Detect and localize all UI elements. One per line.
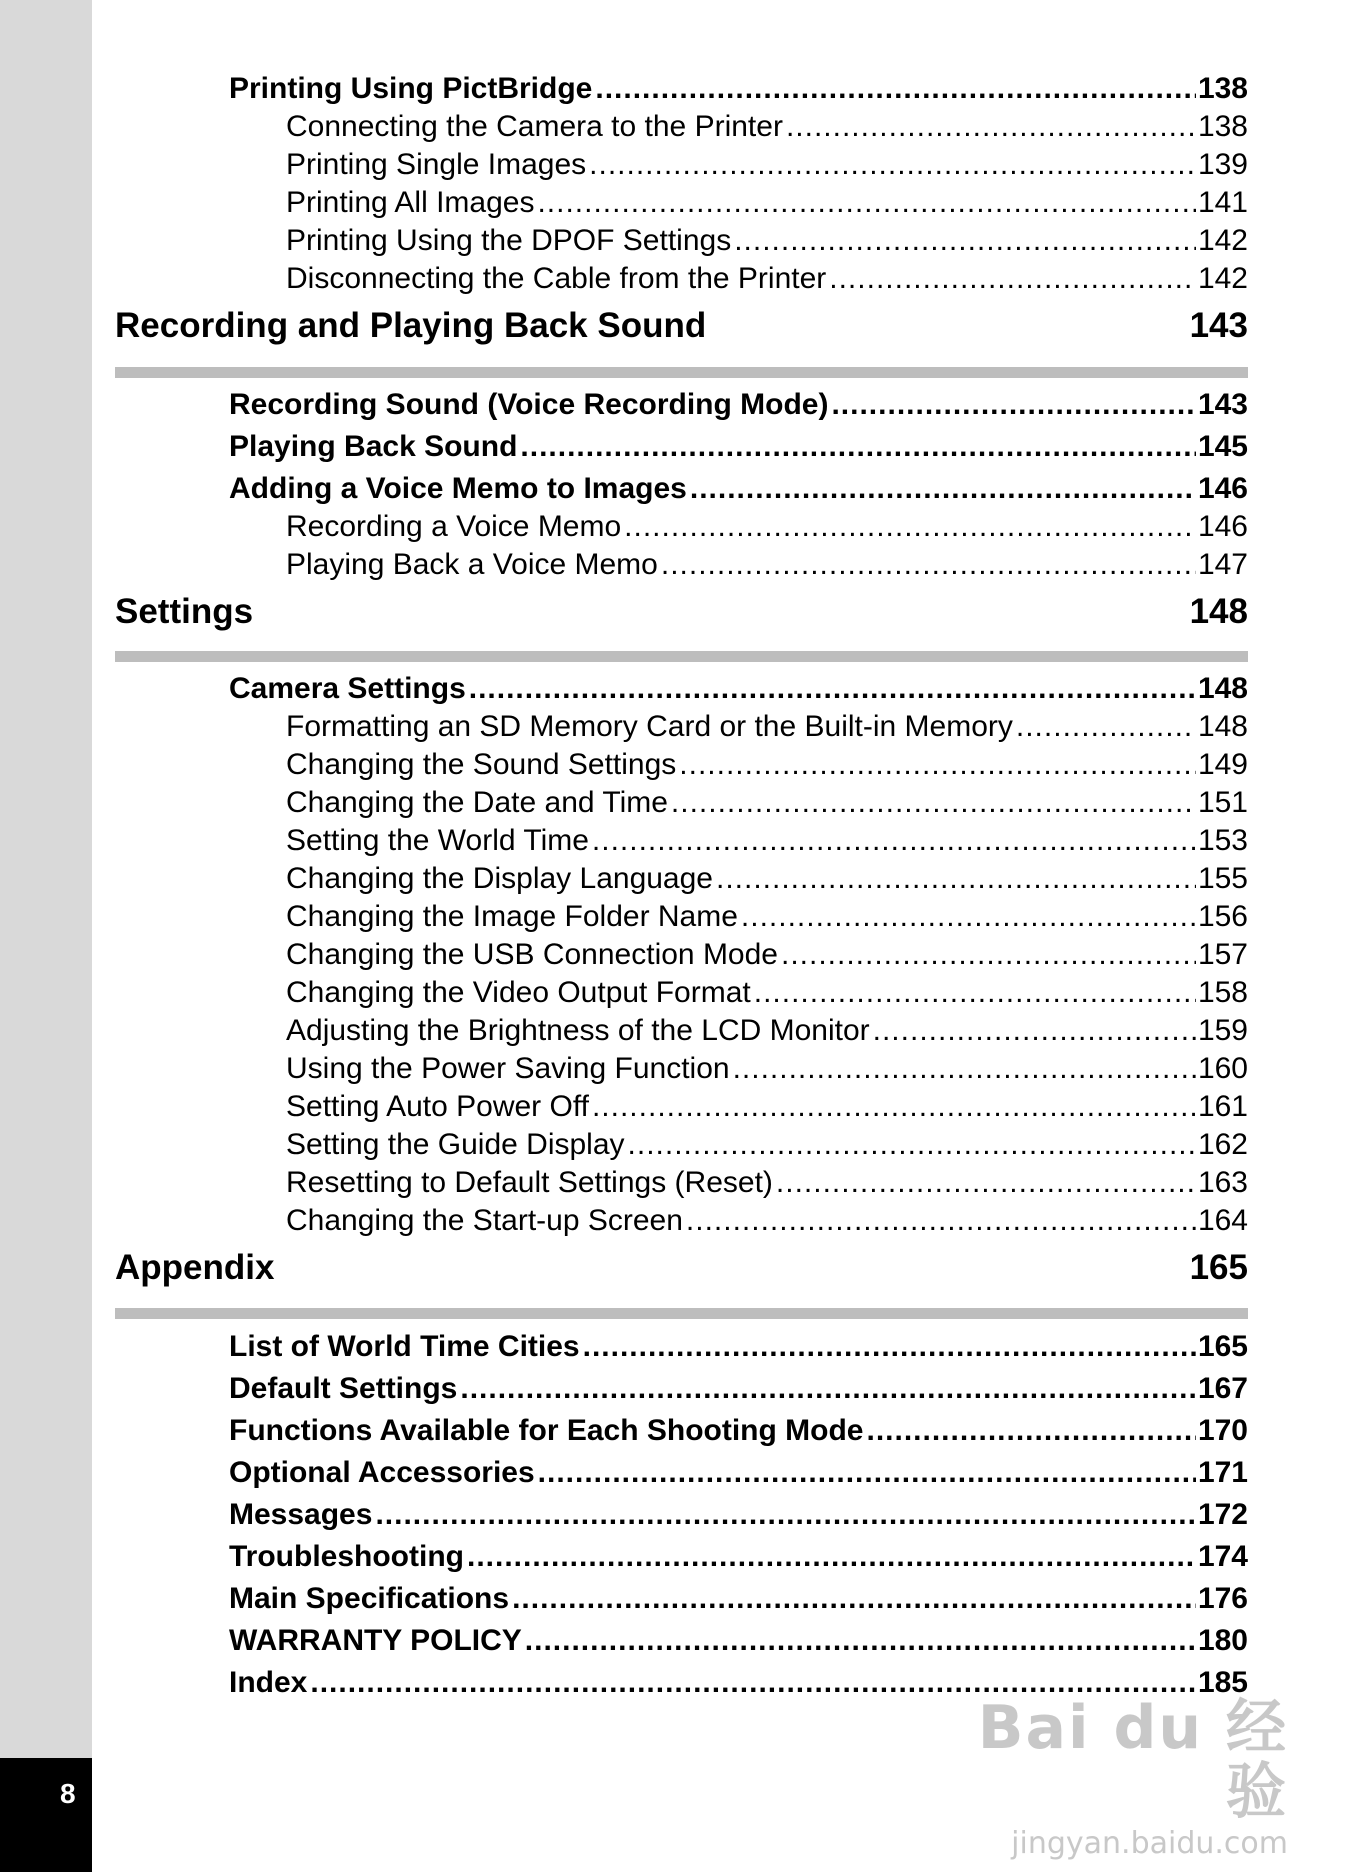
section-divider bbox=[115, 367, 1248, 378]
toc-entry-page: 170 bbox=[1197, 1414, 1248, 1447]
toc-subentry[interactable] bbox=[286, 824, 1248, 858]
dot-leader bbox=[661, 548, 1196, 582]
toc-subentry[interactable] bbox=[286, 510, 1248, 544]
page-number: 8 bbox=[60, 1778, 76, 1809]
toc-subentry-page: 141 bbox=[1197, 186, 1248, 219]
toc-subentry[interactable] bbox=[286, 710, 1248, 744]
toc-entry[interactable] bbox=[229, 1372, 1248, 1406]
dot-leader bbox=[873, 1014, 1196, 1048]
toc-entry-title: Playing Back Sound bbox=[229, 430, 518, 463]
dot-leader bbox=[595, 72, 1196, 106]
toc-subentry[interactable] bbox=[286, 1090, 1248, 1124]
toc-entry-title: Troubleshooting bbox=[229, 1540, 464, 1573]
toc-subentry-title: Setting the Guide Display bbox=[286, 1128, 625, 1161]
toc-entry[interactable] bbox=[229, 388, 1248, 422]
toc-entry-title: Recording Sound (Voice Recording Mode) bbox=[229, 388, 829, 421]
toc-entry-page: 138 bbox=[1197, 72, 1248, 105]
toc-subentry[interactable] bbox=[286, 748, 1248, 782]
toc-subentry-title: Connecting the Camera to the Printer bbox=[286, 110, 783, 143]
toc-entry[interactable] bbox=[229, 1540, 1248, 1574]
dot-leader bbox=[375, 1498, 1196, 1532]
toc-entry-title: Index bbox=[229, 1666, 308, 1699]
toc-subentry[interactable] bbox=[286, 1128, 1248, 1162]
toc-entry[interactable] bbox=[229, 1624, 1248, 1658]
toc-subentry-page: 142 bbox=[1197, 262, 1248, 295]
toc-subentry-title: Changing the Sound Settings bbox=[286, 748, 677, 781]
toc-subentry-title: Using the Power Saving Function bbox=[286, 1052, 730, 1085]
toc-subentry-title: Formatting an SD Memory Card or the Built-in Memory bbox=[286, 710, 1013, 743]
toc-subentry-page: 160 bbox=[1197, 1052, 1248, 1085]
toc-subentry[interactable] bbox=[286, 224, 1248, 258]
toc-entry[interactable] bbox=[229, 1330, 1248, 1364]
toc-subentry[interactable] bbox=[286, 1166, 1248, 1200]
toc-subentry-title: Playing Back a Voice Memo bbox=[286, 548, 658, 581]
dot-leader bbox=[671, 786, 1196, 820]
toc-subentry-page: 148 bbox=[1197, 710, 1248, 743]
toc-entry-title: List of World Time Cities bbox=[229, 1330, 580, 1363]
dot-leader bbox=[831, 388, 1195, 422]
toc-subentry[interactable] bbox=[286, 786, 1248, 820]
dot-leader bbox=[538, 1456, 1196, 1490]
dot-leader bbox=[460, 1372, 1196, 1406]
watermark-url: jingyan.baidu.com bbox=[1011, 1826, 1288, 1861]
toc-entry-title: Messages bbox=[229, 1498, 373, 1531]
toc-entry-page: 180 bbox=[1197, 1624, 1248, 1657]
toc-subentry[interactable] bbox=[286, 148, 1248, 182]
toc-entry-page: 185 bbox=[1197, 1666, 1248, 1699]
dot-leader bbox=[520, 430, 1196, 464]
toc-subentry[interactable] bbox=[286, 900, 1248, 934]
toc-entry-page: 145 bbox=[1197, 430, 1248, 463]
dot-leader bbox=[776, 1166, 1196, 1200]
toc-entry-title: Optional Accessories bbox=[229, 1456, 535, 1489]
dot-leader bbox=[734, 224, 1196, 258]
toc-entry-page: 165 bbox=[1197, 1330, 1248, 1363]
toc-subentry[interactable] bbox=[286, 1052, 1248, 1086]
watermark-logo: Bai du 经验 bbox=[977, 1693, 1288, 1827]
toc-entry-title: WARRANTY POLICY bbox=[229, 1624, 522, 1657]
section-title: Settings bbox=[115, 592, 254, 631]
toc-subentry[interactable] bbox=[286, 976, 1248, 1010]
toc-entry[interactable] bbox=[229, 430, 1248, 464]
baidu-watermark bbox=[958, 1693, 1288, 1861]
toc-subentry-title: Printing Single Images bbox=[286, 148, 587, 181]
toc-subentry-title: Resetting to Default Settings (Reset) bbox=[286, 1166, 773, 1199]
toc-entry[interactable] bbox=[229, 1456, 1248, 1490]
toc-entry-title: Camera Settings bbox=[229, 672, 466, 705]
dot-leader bbox=[781, 938, 1196, 972]
toc-subentry-page: 151 bbox=[1197, 786, 1248, 819]
toc-subentry[interactable] bbox=[286, 186, 1248, 220]
toc-subentry-page: 163 bbox=[1197, 1166, 1248, 1199]
section-page: 165 bbox=[1189, 1248, 1248, 1287]
dot-leader bbox=[512, 1582, 1196, 1616]
dot-leader bbox=[624, 510, 1196, 544]
dot-leader bbox=[786, 110, 1196, 144]
toc-subentry-page: 153 bbox=[1197, 824, 1248, 857]
toc-entry[interactable] bbox=[229, 72, 1248, 106]
dot-leader bbox=[741, 900, 1196, 934]
toc-entry[interactable] bbox=[229, 672, 1248, 706]
toc-subentry-title: Disconnecting the Cable from the Printer bbox=[286, 262, 827, 295]
section-title: Recording and Playing Back Sound bbox=[115, 306, 707, 345]
dot-leader bbox=[1016, 710, 1196, 744]
toc-subentry-title: Adjusting the Brightness of the LCD Monitor bbox=[286, 1014, 870, 1047]
toc-subentry[interactable] bbox=[286, 548, 1248, 582]
toc-subentry-title: Changing the Video Output Format bbox=[286, 976, 751, 1009]
dot-leader bbox=[829, 262, 1196, 296]
dot-leader bbox=[754, 976, 1196, 1010]
page-number-tab bbox=[0, 1758, 92, 1872]
toc-entry-page: 146 bbox=[1197, 472, 1248, 505]
toc-entry-page: 171 bbox=[1197, 1456, 1248, 1489]
toc-subentry[interactable] bbox=[286, 862, 1248, 896]
toc-entry[interactable] bbox=[229, 1498, 1248, 1532]
toc-subentry-page: 139 bbox=[1197, 148, 1248, 181]
toc-entry-page: 143 bbox=[1197, 388, 1248, 421]
section-divider bbox=[115, 1308, 1248, 1319]
section-divider bbox=[115, 651, 1248, 662]
dot-leader bbox=[733, 1052, 1196, 1086]
toc-subentry-title: Changing the Display Language bbox=[286, 862, 713, 895]
section-heading-settings[interactable] bbox=[115, 592, 1248, 632]
toc-subentry-page: 157 bbox=[1197, 938, 1248, 971]
toc-entry[interactable] bbox=[229, 472, 1248, 506]
toc-entry-page: 148 bbox=[1197, 672, 1248, 705]
dot-leader bbox=[583, 1330, 1196, 1364]
toc-subentry-title: Recording a Voice Memo bbox=[286, 510, 622, 543]
toc-entry-title: Default Settings bbox=[229, 1372, 458, 1405]
toc-entry-page: 176 bbox=[1197, 1582, 1248, 1615]
dot-leader bbox=[589, 148, 1196, 182]
section-heading-sound[interactable] bbox=[115, 306, 1248, 346]
dot-leader bbox=[690, 472, 1196, 506]
toc-subentry[interactable] bbox=[286, 262, 1248, 296]
toc-subentry[interactable] bbox=[286, 938, 1248, 972]
page-sidebar-band bbox=[0, 0, 92, 1872]
dot-leader bbox=[716, 862, 1196, 896]
toc-entry[interactable] bbox=[229, 1582, 1248, 1616]
toc-subentry-page: 162 bbox=[1197, 1128, 1248, 1161]
toc-entry-page: 167 bbox=[1197, 1372, 1248, 1405]
section-title: Appendix bbox=[115, 1248, 275, 1287]
section-heading-appendix[interactable] bbox=[115, 1248, 1248, 1288]
dot-leader bbox=[592, 1090, 1196, 1124]
toc-subentry-title: Changing the USB Connection Mode bbox=[286, 938, 778, 971]
toc-subentry-page: 147 bbox=[1197, 548, 1248, 581]
toc-subentry-title: Printing All Images bbox=[286, 186, 535, 219]
toc-entry[interactable] bbox=[229, 1414, 1248, 1448]
toc-entry-title: Printing Using PictBridge bbox=[229, 72, 593, 105]
toc-subentry[interactable] bbox=[286, 1204, 1248, 1238]
toc-subentry-page: 155 bbox=[1197, 862, 1248, 895]
dot-leader bbox=[525, 1624, 1196, 1658]
toc-entry-page: 172 bbox=[1197, 1498, 1248, 1531]
toc-subentry-title: Changing the Date and Time bbox=[286, 786, 668, 819]
toc-subentry-title: Setting Auto Power Off bbox=[286, 1090, 589, 1123]
dot-leader bbox=[686, 1204, 1196, 1238]
toc-subentry-title: Changing the Start-up Screen bbox=[286, 1204, 683, 1237]
section-page: 148 bbox=[1189, 592, 1248, 631]
toc-entry-title: Adding a Voice Memo to Images bbox=[229, 472, 687, 505]
toc-subentry-page: 156 bbox=[1197, 900, 1248, 933]
dot-leader bbox=[592, 824, 1196, 858]
dot-leader bbox=[467, 1540, 1196, 1574]
toc-entry-title: Main Specifications bbox=[229, 1582, 510, 1615]
dot-leader bbox=[469, 672, 1196, 706]
toc-subentry-page: 161 bbox=[1197, 1090, 1248, 1123]
toc-subentry-page: 146 bbox=[1197, 510, 1248, 543]
toc-subentry-title: Changing the Image Folder Name bbox=[286, 900, 738, 933]
toc-subentry-title: Printing Using the DPOF Settings bbox=[286, 224, 732, 257]
toc-entry-title: Functions Available for Each Shooting Mode bbox=[229, 1414, 864, 1447]
dot-leader bbox=[866, 1414, 1195, 1448]
toc-subentry-page: 142 bbox=[1197, 224, 1248, 257]
dot-leader bbox=[537, 186, 1195, 220]
toc-subentry-page: 138 bbox=[1197, 110, 1248, 143]
toc-subentry-page: 159 bbox=[1197, 1014, 1248, 1047]
toc-subentry[interactable] bbox=[286, 1014, 1248, 1048]
section-page: 143 bbox=[1189, 306, 1248, 345]
dot-leader bbox=[628, 1128, 1196, 1162]
toc-subentry-page: 164 bbox=[1197, 1204, 1248, 1237]
dot-leader bbox=[679, 748, 1196, 782]
toc-subentry-page: 158 bbox=[1197, 976, 1248, 1009]
toc-subentry-title: Setting the World Time bbox=[286, 824, 589, 857]
toc-subentry-page: 149 bbox=[1197, 748, 1248, 781]
toc-subentry[interactable] bbox=[286, 110, 1248, 144]
toc-entry-page: 174 bbox=[1197, 1540, 1248, 1573]
